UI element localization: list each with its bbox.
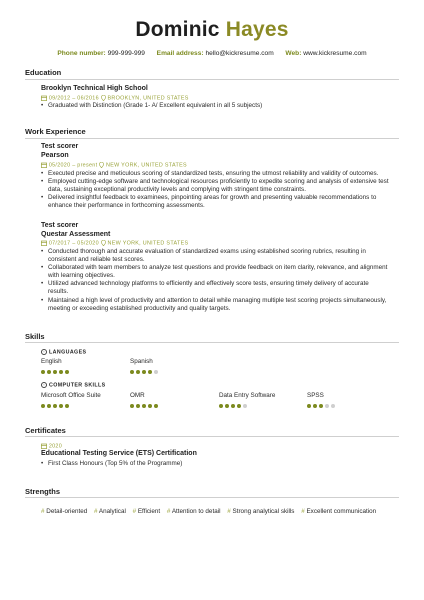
rating-dot bbox=[142, 370, 146, 374]
education-dates: 09/2012 – 06/2016 bbox=[48, 95, 99, 102]
rating-dot bbox=[59, 404, 63, 408]
skill-name: Data Entry Software bbox=[219, 392, 276, 399]
calendar-icon bbox=[41, 240, 47, 246]
skill-name: Microsoft Office Suite bbox=[41, 392, 101, 399]
languages-heading bbox=[41, 349, 86, 355]
job-title: Test scorer bbox=[41, 222, 79, 229]
rating-dot bbox=[41, 404, 45, 408]
certificate-year: 2020 bbox=[48, 443, 63, 450]
strength-tag: # Strong analytical skills bbox=[227, 508, 295, 515]
rating-dot bbox=[243, 404, 247, 408]
rating-dot bbox=[47, 404, 51, 408]
strengths-list bbox=[41, 508, 381, 515]
rating-dot bbox=[65, 370, 69, 374]
rating-dot bbox=[148, 370, 152, 374]
rating-dot bbox=[219, 404, 223, 408]
education-location: BROOKLYN, UNITED STATES bbox=[107, 95, 189, 102]
rating-dot bbox=[307, 404, 311, 408]
strength-tag: # Attention to detail bbox=[166, 508, 221, 515]
rating-dot bbox=[53, 404, 57, 408]
skill-name: SPSS bbox=[307, 392, 324, 399]
location-pin-icon bbox=[99, 162, 104, 168]
job-location: NEW YORK, UNITED STATES bbox=[106, 162, 187, 169]
rating-dot bbox=[65, 404, 69, 408]
first-name: Dominic bbox=[135, 18, 220, 41]
location-pin-icon bbox=[101, 95, 106, 101]
phone-label: Phone number: bbox=[57, 50, 106, 57]
section-title-education: Education bbox=[25, 68, 62, 77]
rating-dot bbox=[142, 404, 146, 408]
rating-dot bbox=[130, 404, 134, 408]
candidate-name bbox=[0, 18, 424, 42]
list-item: • Collaborated with team members to analyze test questions and provide feedback on item clarity, relevance, and alignment with learning objectives. bbox=[41, 264, 389, 280]
section-title-strengths: Strengths bbox=[25, 487, 61, 496]
section-title-skills: Skills bbox=[25, 332, 45, 341]
certificate-title: Educational Testing Service (ETS) Certification bbox=[41, 450, 197, 457]
certificate-meta bbox=[41, 443, 62, 449]
job-dates: 05/2020 – present bbox=[48, 162, 98, 169]
education-meta bbox=[41, 95, 189, 101]
computer-icon: ◦ bbox=[41, 382, 47, 388]
rating-dot bbox=[130, 370, 134, 374]
skill-rating bbox=[307, 404, 335, 408]
job-title: Test scorer bbox=[41, 143, 79, 150]
list-item: • First Class Honours (Top 5% of the Programme) bbox=[41, 460, 389, 468]
section-divider bbox=[25, 79, 399, 80]
company-name: Questar Assessment bbox=[41, 231, 111, 238]
skill-name: OMR bbox=[130, 392, 145, 399]
web-value[interactable]: www.kickresume.com bbox=[303, 50, 367, 57]
calendar-icon bbox=[41, 162, 47, 168]
job-meta bbox=[41, 240, 188, 246]
rating-dot bbox=[59, 370, 63, 374]
rating-dot bbox=[325, 404, 329, 408]
rating-dot bbox=[53, 370, 57, 374]
computer-skills-heading bbox=[41, 382, 106, 388]
certificate-bullets bbox=[41, 460, 389, 468]
skill-name: Spanish bbox=[130, 358, 153, 365]
list-item: • Employed cutting-edge software and technological resources proficiently to expedite scoring and analysis of extensive test data, sustaining exceptional productivity levels and complying with stringent time constraints. bbox=[41, 178, 389, 194]
job-dates: 07/2017 – 05/2020 bbox=[48, 240, 99, 247]
rating-dot bbox=[47, 370, 51, 374]
languages-heading-label: LANGUAGES bbox=[49, 349, 87, 356]
rating-dot bbox=[136, 370, 140, 374]
rating-dot bbox=[154, 370, 158, 374]
rating-dot bbox=[225, 404, 229, 408]
list-item: • Graduated with Distinction (Grade 1- A/ Excellent equivalent in all 5 subjects) bbox=[41, 102, 389, 110]
rating-dot bbox=[41, 370, 45, 374]
skill-rating bbox=[41, 370, 69, 374]
skill-rating bbox=[130, 404, 158, 408]
rating-dot bbox=[331, 404, 335, 408]
job-meta bbox=[41, 162, 187, 168]
email-label: Email address: bbox=[156, 50, 204, 57]
job-location: NEW YORK, UNITED STATES bbox=[107, 240, 189, 247]
skill-rating bbox=[130, 370, 158, 374]
section-divider bbox=[25, 342, 399, 343]
section-title-work: Work Experience bbox=[25, 127, 86, 136]
section-divider bbox=[25, 436, 399, 437]
list-item: • Executed precise and meticulous scoring of standardized tests, ensuring the utmost reliability and validity of outcomes. bbox=[41, 170, 389, 178]
list-item: • Conducted thorough and accurate evaluation of standardized exams using established scoring rubrics, resulting in consistent and reliable test scores. bbox=[41, 248, 389, 264]
skill-name: English bbox=[41, 358, 62, 365]
calendar-icon bbox=[41, 443, 47, 449]
job-bullets bbox=[41, 248, 389, 313]
rating-dot bbox=[231, 404, 235, 408]
company-name: Pearson bbox=[41, 152, 69, 159]
email-value[interactable]: hello@kickresume.com bbox=[205, 50, 274, 57]
phone-value: 999-999-999 bbox=[107, 50, 145, 57]
school-name: Brooklyn Technical High School bbox=[41, 85, 148, 92]
web-label: Web: bbox=[285, 50, 302, 57]
rating-dot bbox=[148, 404, 152, 408]
section-divider bbox=[25, 497, 399, 498]
rating-dot bbox=[319, 404, 323, 408]
list-item: • Maintained a high level of productivity and attention to detail while managing multiple test scoring projects simultaneously, meeting or exceeding established productivity and quality targets. bbox=[41, 297, 389, 313]
strength-tag: # Analytical bbox=[93, 508, 126, 515]
location-pin-icon bbox=[101, 240, 106, 246]
list-item: • Delivered insightful feedback to examinees, pinpointing areas for growth and presenting valuable recommendations to enhance their performance in forthcoming assessments. bbox=[41, 194, 389, 210]
strength-tag: # Excellent communication bbox=[301, 508, 377, 515]
education-bullets bbox=[41, 102, 389, 110]
rating-dot bbox=[237, 404, 241, 408]
rating-dot bbox=[154, 404, 158, 408]
contact-line bbox=[0, 50, 424, 57]
rating-dot bbox=[313, 404, 317, 408]
list-item: • Utilized advanced technology platforms to efficiently and effectively score tests, ensuring timely delivery of accurate results. bbox=[41, 280, 389, 296]
rating-dot bbox=[136, 404, 140, 408]
calendar-icon bbox=[41, 95, 47, 101]
skill-rating bbox=[219, 404, 247, 408]
globe-icon: ◦ bbox=[41, 349, 47, 355]
skill-rating bbox=[41, 404, 69, 408]
section-divider bbox=[25, 138, 399, 139]
job-bullets bbox=[41, 170, 389, 210]
last-name: Hayes bbox=[225, 18, 289, 41]
section-title-certificates: Certificates bbox=[25, 426, 66, 435]
computer-skills-heading-label: COMPUTER SKILLS bbox=[49, 382, 106, 389]
strength-tag: # Efficient bbox=[132, 508, 161, 515]
strength-tag: # Detail-oriented bbox=[41, 508, 88, 515]
